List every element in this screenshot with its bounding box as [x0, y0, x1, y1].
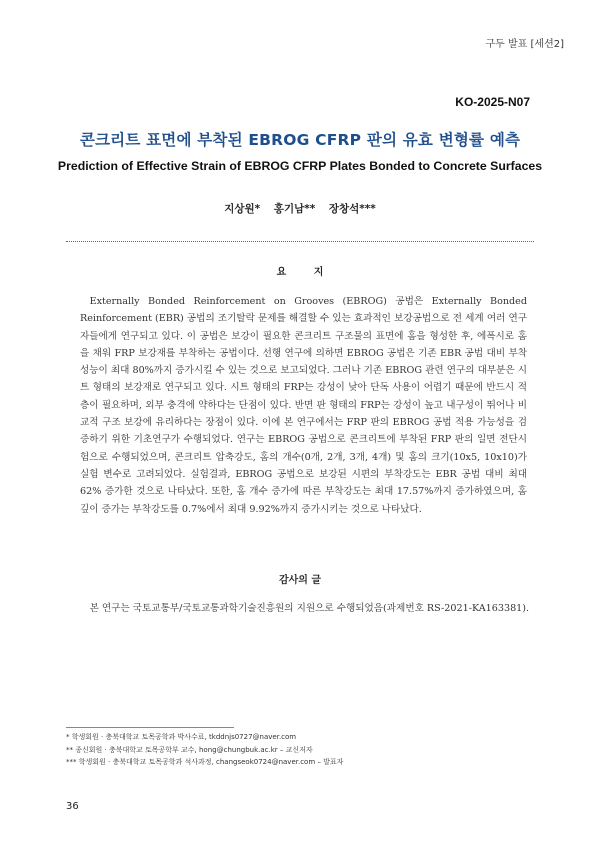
author-list — [0, 201, 600, 216]
footnote-divider — [66, 727, 234, 728]
paper-code: KO-2025-N07 — [455, 95, 530, 109]
footnote-item: * 학생회원 · 충북대학교 토목공학과 박사수료, tkddnjs0727@naver.com — [66, 733, 297, 741]
abstract-heading: 요 지 — [276, 267, 336, 278]
paper-title-english: Prediction of Effective Strain of EBROG CFRP Plates Bonded to Concrete Surfaces — [57, 159, 543, 173]
section-divider — [66, 241, 534, 242]
footnote-item: *** 학생회원 · 충북대학교 토목공학과 석사과정, changseok0724@naver.com – 발표자 — [66, 758, 344, 766]
acknowledgement-heading: 감사의 글 — [278, 575, 322, 586]
author-name: 지상원* — [224, 203, 261, 215]
author-name: 홍기남** — [273, 203, 316, 215]
paper-title-korean: 콘크리트 표면에 부착된 EBROG CFRP 판의 유효 변형률 예측 — [79, 131, 521, 149]
footnote-item: ** 종신회원 · 충북대학교 토목공학부 교수, hong@chungbuk.ac.kr – 교신저자 — [66, 745, 313, 754]
page-number: 36 — [66, 801, 79, 812]
abstract-body: Externally Bonded Reinforcement on Grooves (EBROG) 공법은 Externally Bonded Reinforcement (EBR) 공법의 조기탈락 문제를 해결할 수 있는 효과적인 보강공법으로 전 세계 여러 연구자들에게 연구되고 있다. 이 공법은 보강이 필요한 콘크리트 구조물의 표면에 홈을 형성한 후, 에폭시로 홈을 채워 FRP 보강재를 부착하는 공법이다. 선행 연구에 의하면 EBROG 공법은 기존 EBR 공법 대비 부착성능이 최대 80%까지 증가시킬 수 있는 것으로 보고되었다. 그러나 기존 EBROG 관련 연구의 대부분은 시트 형태의 보강재로 연구되고 있다. 시트 형태의 FRP는 강성이 낮아 단독 사용이 어렵기 때문에 반드시 적층이 필요하며, 외부 충격에 약하다는 단점이 있다. 반면 판 형태의 FRP는 강성이 높고 내구성이 뛰어나 비교적 구조 보강에 유리하다는 장점이 있다. 이에 본 연구에서는 FRP 판의 EBROG 공법 적용 가능성을 검증하기 위한 기초연구가 수행되었다. 연구는 EBROG 공법으로 콘크리트에 부착된 FRP 판의 일면 전단시험으로 수행되었으며, 콘크리트 압축강도, 홈의 개수(0개, 2개, 3개, 4개) 및 홈의 크기(10x5, 10x10)가 실험 변수로 고려되었다. 실험결과, EBROG 공법으로 보강된 시편의 부착강도는 EBR 공법 대비 최대 62% 증가한 것으로 나타났다. 또한, 홈 개수 증가에 따른 부착강도는 최대 17.57%까지 증가하였으며, 홈 깊이 증가는 부착강도를 0.7%에서 최대 9.92%까지 증가시키는 것으로 나타났다. — [80, 296, 527, 515]
footnotes — [66, 731, 536, 769]
author-name: 장창석*** — [328, 203, 376, 215]
acknowledgement-body: 본 연구는 국토교통부/국토교통과학기술진흥원의 지원으로 수행되었음(과제번호 RS-2021-KA163381). — [89, 603, 530, 614]
session-tag: 구두 발표 [세션2] — [485, 39, 564, 50]
